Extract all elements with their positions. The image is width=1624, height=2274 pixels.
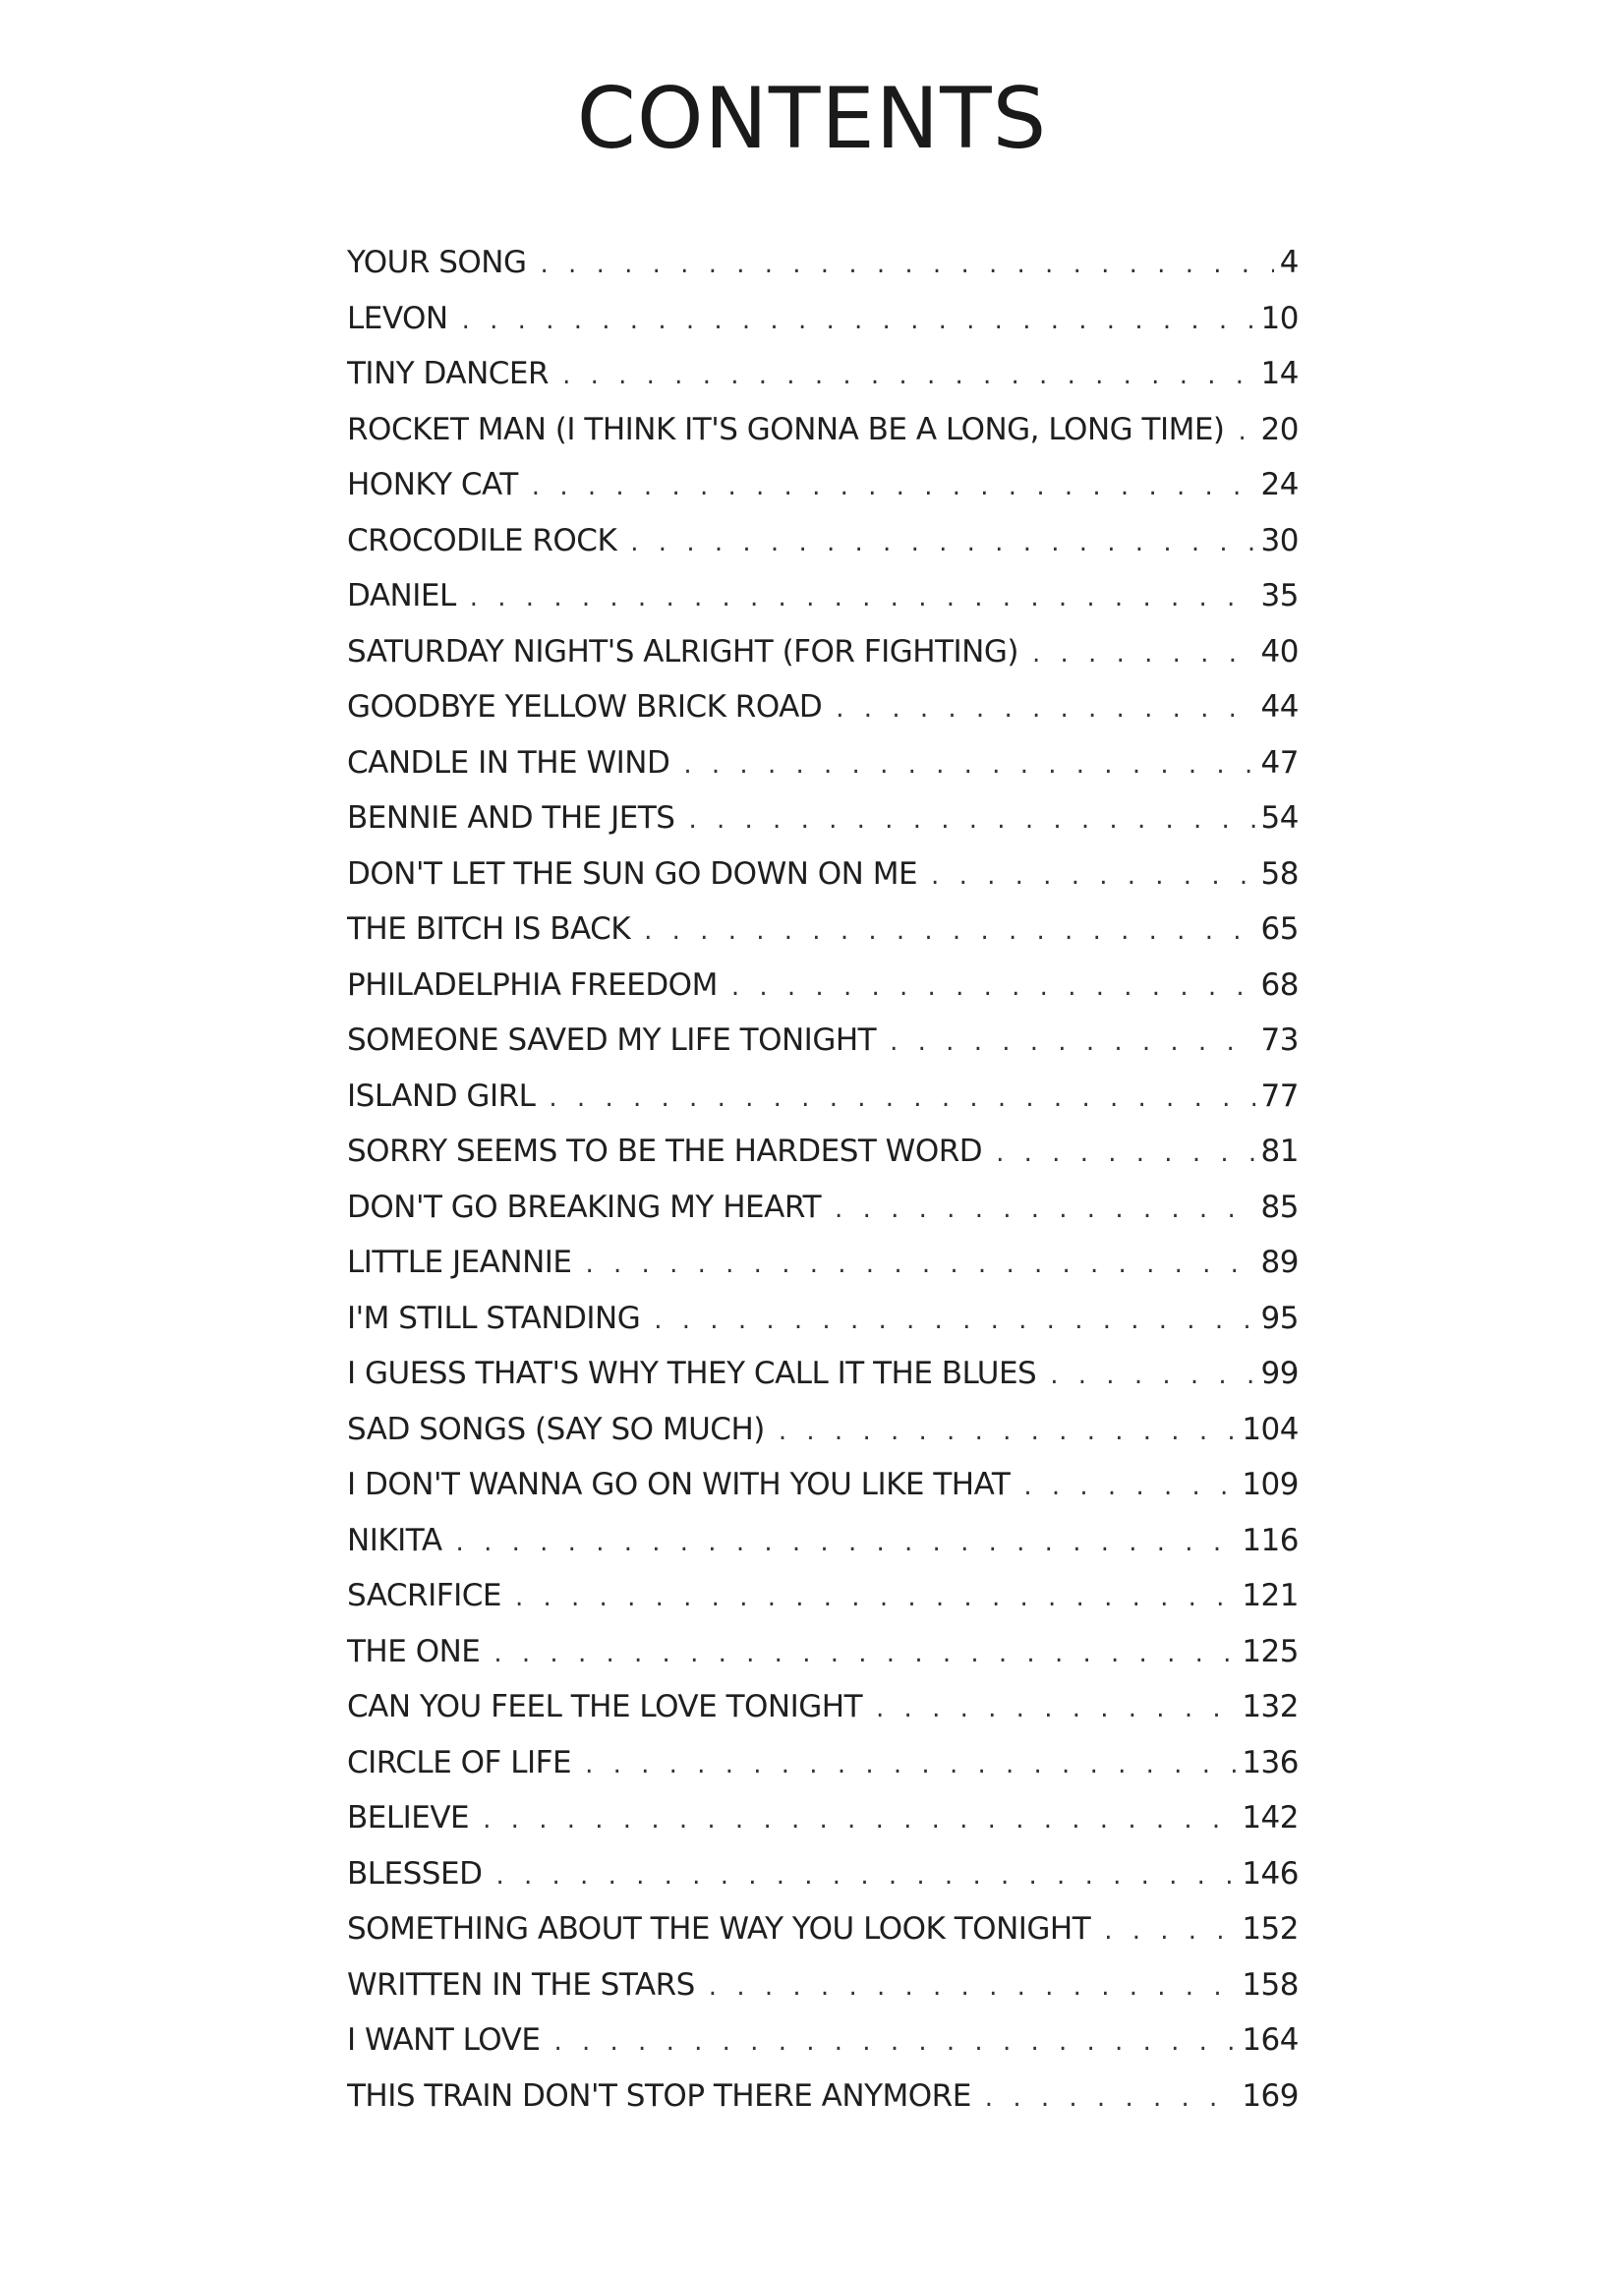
dot-leader bbox=[876, 1681, 1236, 1735]
dot-leader bbox=[654, 1293, 1254, 1347]
toc-entry bbox=[347, 846, 1299, 903]
dot-leader bbox=[1239, 404, 1255, 458]
dot-leader bbox=[996, 1126, 1254, 1180]
toc-entry bbox=[347, 624, 1299, 680]
page-number: 54 bbox=[1260, 800, 1299, 836]
song-title: SATURDAY NIGHT'S ALRIGHT (FOR FIGHTING) bbox=[347, 633, 1018, 670]
song-title: HONKY CAT bbox=[347, 467, 518, 502]
dot-leader bbox=[549, 1071, 1254, 1125]
page-number: 81 bbox=[1260, 1134, 1299, 1169]
page-number: 65 bbox=[1260, 911, 1299, 947]
song-title: I GUESS THAT'S WHY THEY CALL IT THE BLUES bbox=[347, 1356, 1037, 1391]
toc-entry bbox=[347, 790, 1299, 846]
toc-entry bbox=[347, 1679, 1299, 1735]
song-title: THE BITCH IS BACK bbox=[347, 911, 631, 947]
song-title: SOMETHING ABOUT THE WAY YOU LOOK TONIGHT bbox=[347, 1911, 1091, 1947]
toc-entry bbox=[347, 1180, 1299, 1236]
song-title: LITTLE JEANNIE bbox=[347, 1245, 572, 1280]
dot-leader bbox=[890, 1015, 1254, 1069]
song-title: SAD SONGS (SAY SO MUCH) bbox=[347, 1411, 765, 1447]
dot-leader bbox=[644, 904, 1254, 958]
page-number: 146 bbox=[1242, 1855, 1299, 1892]
page-number: 164 bbox=[1242, 2022, 1299, 2058]
song-title: DANIEL bbox=[347, 578, 456, 613]
dot-leader bbox=[931, 848, 1255, 903]
page-number: 68 bbox=[1260, 966, 1299, 1003]
song-title: SOMEONE SAVED MY LIFE TONIGHT bbox=[347, 1022, 877, 1058]
song-title: I'M STILL STANDING bbox=[347, 1300, 641, 1336]
toc-entry bbox=[347, 291, 1299, 347]
dot-leader bbox=[541, 237, 1274, 291]
page-number: 24 bbox=[1260, 467, 1299, 502]
song-title: GOODBYE YELLOW BRICK ROAD bbox=[347, 689, 823, 725]
page-number: 47 bbox=[1260, 744, 1299, 781]
page-number: 44 bbox=[1260, 689, 1299, 725]
song-title: WRITTEN IN THE STARS bbox=[347, 1966, 695, 2003]
page-number: 40 bbox=[1260, 633, 1299, 670]
song-title: BELIEVE bbox=[347, 1800, 470, 1836]
dot-leader bbox=[515, 1570, 1236, 1624]
toc-entry bbox=[347, 1957, 1299, 2013]
toc-entry bbox=[347, 1013, 1299, 1069]
page-number: 95 bbox=[1260, 1300, 1299, 1336]
page-number: 152 bbox=[1242, 1911, 1299, 1947]
page-number: 99 bbox=[1260, 1356, 1299, 1391]
dot-leader bbox=[586, 1237, 1255, 1291]
dot-leader bbox=[731, 960, 1255, 1014]
song-title: THIS TRAIN DON'T STOP THERE ANYMORE bbox=[347, 2077, 971, 2114]
song-title: ROCKET MAN (I THINK IT'S GONNA BE A LONG, LONG TIME) bbox=[347, 411, 1225, 447]
song-title: TINY DANCER bbox=[347, 356, 550, 391]
toc-entry bbox=[347, 1402, 1299, 1458]
page-number: 89 bbox=[1260, 1245, 1299, 1280]
dot-leader bbox=[1104, 1903, 1236, 1957]
dot-leader bbox=[1032, 626, 1255, 680]
page-number: 142 bbox=[1242, 1800, 1299, 1836]
song-title: PHILADELPHIA FREEDOM bbox=[347, 966, 718, 1003]
page-number: 35 bbox=[1260, 578, 1299, 613]
page-number: 30 bbox=[1260, 522, 1299, 558]
song-title: CANDLE IN THE WIND bbox=[347, 744, 670, 781]
page-number: 85 bbox=[1260, 1189, 1299, 1225]
toc-entry bbox=[347, 457, 1299, 513]
dot-leader bbox=[836, 681, 1254, 735]
dot-leader bbox=[1050, 1348, 1254, 1402]
toc-entry bbox=[347, 1235, 1299, 1291]
page-number: 121 bbox=[1242, 1578, 1299, 1613]
song-title: BLESSED bbox=[347, 1855, 483, 1892]
dot-leader bbox=[562, 348, 1254, 402]
page-number: 58 bbox=[1260, 855, 1299, 892]
toc-entry bbox=[347, 1735, 1299, 1791]
page-number: 73 bbox=[1260, 1022, 1299, 1058]
dot-leader bbox=[1023, 1459, 1236, 1513]
page-number: 169 bbox=[1242, 2077, 1299, 2114]
dot-leader bbox=[985, 2070, 1237, 2125]
dot-leader bbox=[630, 515, 1254, 569]
song-title: SACRIFICE bbox=[347, 1578, 501, 1613]
page-number: 14 bbox=[1260, 356, 1299, 391]
page-number: 116 bbox=[1242, 1522, 1299, 1558]
song-title: NIKITA bbox=[347, 1522, 442, 1558]
song-title: SORRY SEEMS TO BE THE HARDEST WORD bbox=[347, 1134, 983, 1169]
table-of-contents bbox=[347, 235, 1299, 2124]
song-title: YOUR SONG bbox=[347, 245, 527, 280]
song-title: ISLAND GIRL bbox=[347, 1078, 536, 1114]
song-title: BENNIE AND THE JETS bbox=[347, 800, 675, 836]
page-number: 158 bbox=[1242, 1966, 1299, 2003]
page-number: 132 bbox=[1242, 1689, 1299, 1724]
toc-entry bbox=[347, 735, 1299, 791]
song-title: DON'T GO BREAKING MY HEART bbox=[347, 1189, 822, 1225]
toc-entry bbox=[347, 2012, 1299, 2069]
dot-leader bbox=[779, 1404, 1236, 1458]
toc-entry bbox=[347, 513, 1299, 569]
page-number: 136 bbox=[1242, 1744, 1299, 1780]
toc-entry bbox=[347, 1790, 1299, 1846]
dot-leader bbox=[835, 1182, 1255, 1236]
dot-leader bbox=[688, 792, 1254, 846]
toc-entry bbox=[347, 1846, 1299, 1902]
song-title: CAN YOU FEEL THE LOVE TONIGHT bbox=[347, 1689, 863, 1724]
toc-entry bbox=[347, 1291, 1299, 1347]
toc-entry bbox=[347, 902, 1299, 958]
dot-leader bbox=[585, 1737, 1236, 1791]
dot-leader bbox=[493, 1626, 1236, 1680]
dot-leader bbox=[683, 737, 1254, 791]
toc-entry bbox=[347, 1568, 1299, 1624]
toc-entry bbox=[347, 1457, 1299, 1513]
dot-leader bbox=[495, 1848, 1236, 1902]
dot-leader bbox=[709, 1959, 1237, 2013]
toc-entry bbox=[347, 402, 1299, 458]
toc-entry bbox=[347, 1069, 1299, 1125]
song-title: LEVON bbox=[347, 300, 448, 336]
page-number: 109 bbox=[1242, 1467, 1299, 1502]
dot-leader bbox=[470, 570, 1255, 624]
page-number: 125 bbox=[1242, 1633, 1299, 1669]
toc-entry bbox=[347, 346, 1299, 402]
song-title: I DON'T WANNA GO ON WITH YOU LIKE THAT bbox=[347, 1467, 1011, 1502]
toc-entry bbox=[347, 2069, 1299, 2125]
toc-entry bbox=[347, 1901, 1299, 1957]
dot-leader bbox=[456, 1515, 1237, 1569]
dot-leader bbox=[462, 293, 1255, 347]
toc-entry bbox=[347, 958, 1299, 1014]
song-title: THE ONE bbox=[347, 1633, 481, 1669]
dot-leader bbox=[553, 2014, 1236, 2069]
toc-entry bbox=[347, 1513, 1299, 1569]
song-title: DON'T LET THE SUN GO DOWN ON ME bbox=[347, 855, 918, 892]
dot-leader bbox=[532, 459, 1255, 513]
toc-entry bbox=[347, 1624, 1299, 1680]
dot-leader bbox=[483, 1792, 1236, 1846]
toc-entry bbox=[347, 1124, 1299, 1180]
toc-entry bbox=[347, 679, 1299, 735]
song-title: CIRCLE OF LIFE bbox=[347, 1744, 572, 1780]
page-number: 104 bbox=[1242, 1411, 1299, 1447]
song-title: I WANT LOVE bbox=[347, 2022, 541, 2058]
page-number: 10 bbox=[1260, 300, 1299, 336]
toc-entry bbox=[347, 235, 1299, 291]
toc-entry bbox=[347, 568, 1299, 624]
page-number: 20 bbox=[1260, 411, 1299, 447]
toc-entry bbox=[347, 1346, 1299, 1402]
song-title: CROCODILE ROCK bbox=[347, 522, 617, 558]
page-number: 4 bbox=[1279, 245, 1299, 280]
page-title: CONTENTS bbox=[576, 70, 1048, 168]
page-number: 77 bbox=[1260, 1078, 1299, 1114]
